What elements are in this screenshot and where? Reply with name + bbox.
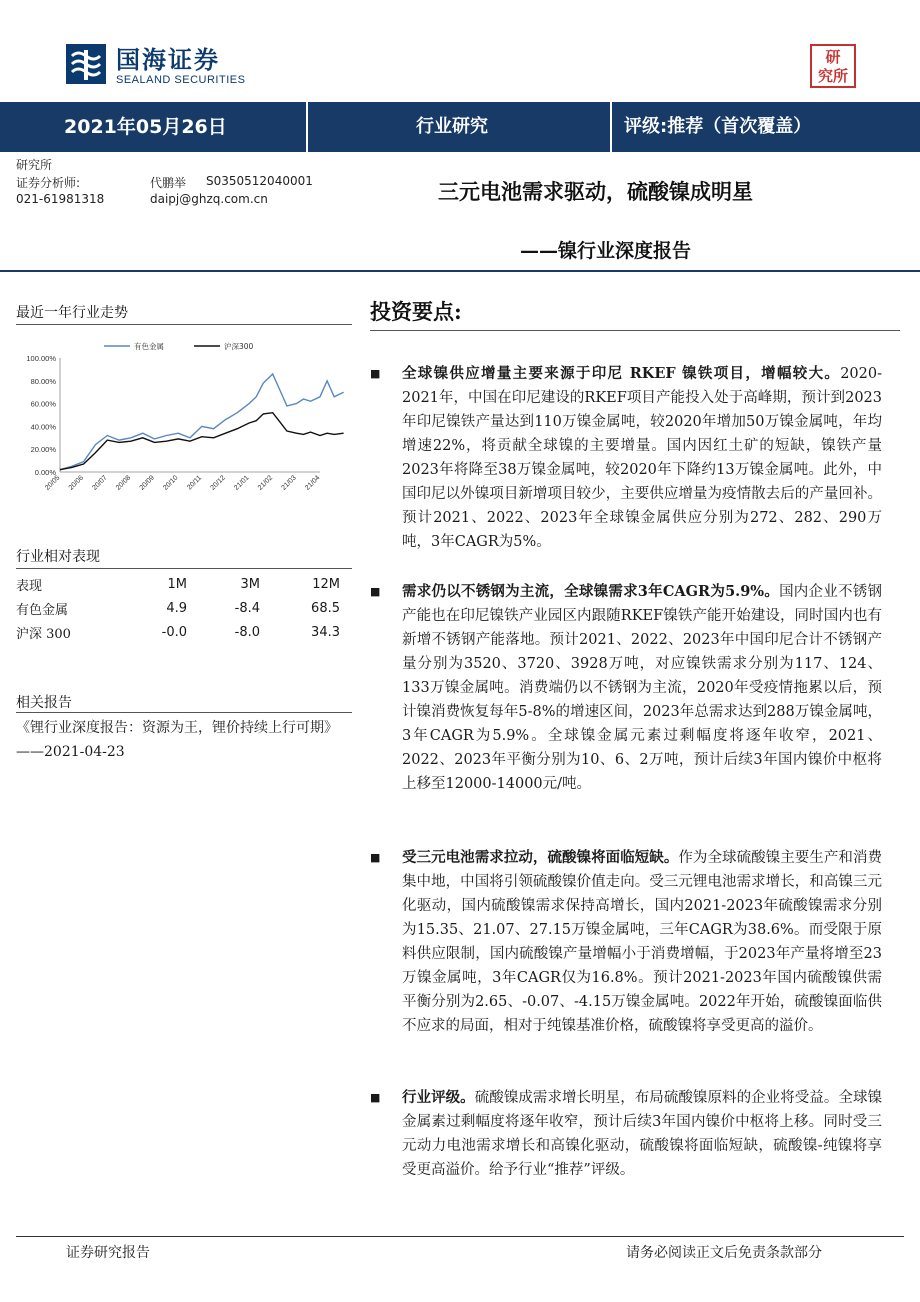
y-tick-label: 20.00% bbox=[30, 445, 56, 455]
logo-english-name: SEALAND SECURITIES bbox=[116, 74, 246, 86]
analyst-phone: 021-61981318 bbox=[16, 192, 105, 206]
bullet-nickel-sulfate bbox=[370, 846, 882, 1038]
research-seal: 研 究所 bbox=[810, 44, 856, 88]
bullet-rating bbox=[370, 1086, 882, 1182]
bullet-demand bbox=[370, 580, 882, 796]
analyst-name: 代鹏举 bbox=[150, 176, 187, 190]
bullet-square-icon: ■ bbox=[370, 585, 381, 598]
legend-label: 有色金属 bbox=[134, 342, 164, 351]
legend-label: 沪深300 bbox=[224, 342, 254, 351]
series-line-nonferrous bbox=[60, 374, 344, 470]
header-rule bbox=[0, 270, 920, 272]
table-row bbox=[16, 596, 352, 620]
y-tick-label: 40.00% bbox=[30, 422, 56, 432]
table-cell: 4.9 bbox=[166, 600, 187, 616]
company-logo bbox=[64, 40, 264, 96]
related-report-link[interactable]: 《锂行业深度报告：资源为王，锂价持续上行可期》——2021-04-23 bbox=[16, 720, 338, 760]
bullet-supply bbox=[370, 362, 882, 554]
table-cell: 有色金属 bbox=[16, 602, 69, 618]
y-tick-label: 80.00% bbox=[30, 376, 56, 386]
perf-rule bbox=[16, 568, 352, 569]
table-cell: -0.0 bbox=[161, 624, 187, 640]
related-rule bbox=[16, 712, 352, 713]
banner-divider bbox=[306, 102, 308, 152]
table-cell: 68.5 bbox=[311, 600, 340, 616]
analyst-cert: S0350512040001 bbox=[206, 174, 313, 188]
trend-heading: 最近一年行业走势 bbox=[16, 305, 128, 321]
footer-disclaimer: 请务必阅读正文后免责条款部分 bbox=[626, 1245, 822, 1261]
report-date: 2021年05月26日 bbox=[64, 116, 227, 138]
x-tick-label: 20/06 bbox=[67, 474, 86, 492]
report-rating: 评级:推荐（首次覆盖） bbox=[624, 116, 812, 137]
x-tick-label: 20/05 bbox=[44, 474, 62, 492]
y-tick-label: 0.00% bbox=[34, 468, 56, 477]
investment-highlights-heading: 投资要点: bbox=[370, 299, 462, 324]
footer-left: 证券研究报告 bbox=[66, 1245, 150, 1261]
table-cell: 34.3 bbox=[311, 624, 340, 640]
report-title: 三元电池需求驱动，硫酸镍成明星 bbox=[438, 179, 753, 204]
table-header-cell: 3M bbox=[240, 576, 260, 592]
industry-trend-chart bbox=[14, 336, 354, 506]
table-cell: 沪深 300 bbox=[16, 626, 71, 642]
related-heading: 相关报告 bbox=[16, 695, 72, 711]
banner-divider bbox=[610, 102, 612, 152]
x-tick-label: 20/11 bbox=[186, 474, 204, 492]
y-tick-label: 100.00% bbox=[26, 354, 56, 363]
bullet-square-icon: ■ bbox=[370, 367, 381, 380]
table-header-row bbox=[16, 572, 352, 596]
bullet-lead: 需求仍以不锈钢为主流，全球镍需求3年CAGR为5.9%。 bbox=[402, 583, 780, 600]
bullet-body: 国内企业不锈钢产能也在印尼镍铁产业园区内跟随RKEF镍铁产能开始建设，同时国内也有新增不锈钢产能落地。预计2021、2022、2023年中国印尼合计不锈钢产量分别为3520、3720、3928万吨，对应镍铁需求分别为117、124、133万镍金属吨。消费端仍以不锈钢为主流，2020年受疫情拖累以后，预计镍消费恢复每年5-8%的增速区间，2023年总需求达到288万镍金属吨，3年CAGR为5.9%。全球镍金属元素过剩幅度将逐年收窄，2021、2022、2023年平衡分别为10、6、2万吨，预计后续3年国内镍价中枢将上移至12000-14000元/吨。 bbox=[402, 584, 882, 792]
sealand-logo-icon bbox=[64, 42, 108, 86]
institute-label: 研究所 bbox=[16, 158, 53, 172]
bullet-lead: 受三元电池需求拉动，硫酸镍将面临短缺。 bbox=[402, 849, 679, 866]
logo-chinese-name: 国海证券 bbox=[116, 46, 220, 74]
x-tick-label: 21/04 bbox=[304, 474, 322, 492]
footer-rule bbox=[16, 1236, 904, 1237]
table-row bbox=[16, 620, 352, 644]
x-tick-label: 20/07 bbox=[91, 474, 109, 492]
bullet-square-icon: ■ bbox=[370, 851, 381, 864]
bullet-lead: 全球镍供应增量主要来源于印尼 RKEF 镍铁项目，增幅较大。 bbox=[402, 365, 841, 382]
series-line-csi300 bbox=[60, 413, 344, 470]
table-cell: -8.0 bbox=[234, 624, 260, 640]
x-tick-label: 21/03 bbox=[280, 474, 298, 492]
performance-table bbox=[16, 572, 352, 644]
x-tick-label: 21/02 bbox=[256, 474, 275, 492]
x-tick-label: 20/12 bbox=[209, 474, 227, 492]
table-header-cell: 12M bbox=[312, 576, 340, 592]
analyst-role: 证券分析师: bbox=[16, 176, 81, 190]
report-category: 行业研究 bbox=[416, 116, 488, 137]
perf-heading: 行业相对表现 bbox=[16, 549, 100, 565]
x-tick-label: 21/01 bbox=[233, 474, 251, 492]
x-tick-label: 20/10 bbox=[162, 474, 180, 492]
table-header-cell: 1M bbox=[167, 576, 187, 592]
bullet-lead: 行业评级。 bbox=[402, 1089, 475, 1106]
y-tick-label: 60.00% bbox=[30, 399, 56, 409]
bullet-body: 2020-2021年，中国在印尼建设的RKEF项目产能投入处于高峰期，预计到2023年印尼镍铁产量达到110万镍金属吨，较2020年增加50万镍金属吨，年均增速22%，将贡献全球镍的主要增量。国内因红土矿的短缺，镍铁产量2023年将降至38万镍金属吨，较2020年下降约13万镍金属吨。此外，中国印尼以外镍项目新增项目较少，主要供应增量为疫情散去后的产量回补。预计2021、2022、2023年全球镍金属供应分别为272、282、290万吨，3年CAGR为5%。 bbox=[402, 366, 882, 550]
report-subtitle: ——镍行业深度报告 bbox=[520, 240, 692, 262]
x-tick-label: 20/08 bbox=[114, 474, 133, 492]
x-tick-label: 20/09 bbox=[138, 474, 156, 492]
table-cell: -8.4 bbox=[234, 600, 260, 616]
trend-rule bbox=[16, 324, 352, 325]
bullet-body: 作为全球硫酸镍主要生产和消费集中地，中国将引领硫酸镍价值走向。受三元锂电池需求增长，和高镍三元化驱动，国内硫酸镍需求保持高增长，国内2021-2023年硫酸镍需求分别为15.35、21.07、27.15万镍金属吨，三年CAGR为38.6%。而受限于原料供应限制，国内硫酸镍产量增幅小于消费增幅，于2023年产量将增至23万镍金属吨，3年CAGR仅为16.8%。预计2021-2023年国内硫酸镍供需平衡分别为2.65、-0.07、-4.15万镍金属吨。2022年开始，硫酸镍面临供不应求的局面，相对于纯镍基准价格，硫酸镍将享受更高的溢价。 bbox=[402, 850, 882, 1034]
highlights-rule bbox=[370, 330, 900, 331]
analyst-email: daipj@ghzq.com.cn bbox=[150, 192, 268, 206]
bullet-body: 硫酸镍成需求增长明星，布局硫酸镍原料的企业将受益。全球镍金属素过剩幅度将逐年收窄，预计后续3年国内镍价中枢将上移。同时受三元动力电池需求增长和高镍化驱动，硫酸镍将面临短缺，硫酸镍-纯镍将享受更高溢价。给予行业“推荐”评级。 bbox=[402, 1090, 882, 1178]
bullet-square-icon: ■ bbox=[370, 1091, 381, 1104]
table-header-cell: 表现 bbox=[16, 578, 43, 594]
